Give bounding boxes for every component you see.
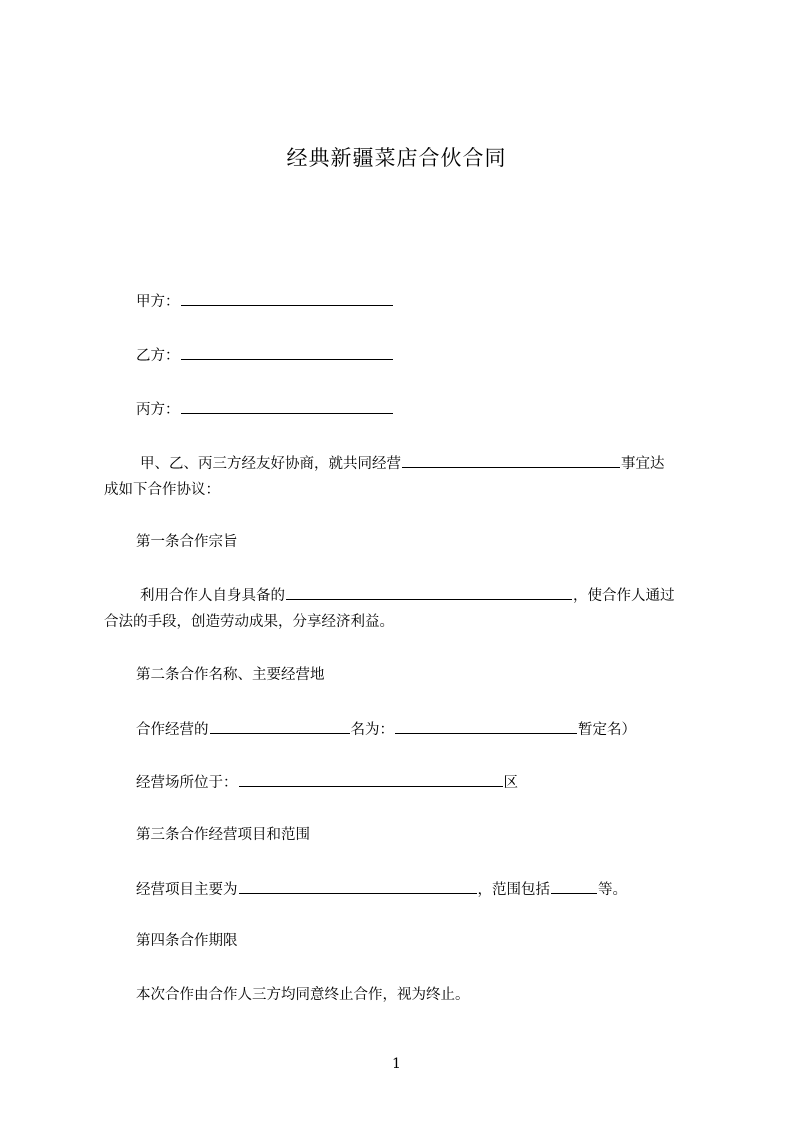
intro-suffix: 事宜达: [621, 456, 665, 472]
article3-blank-1: [239, 879, 477, 894]
article1-line-1: [104, 585, 740, 606]
page-number: 1: [392, 1056, 401, 1072]
article3-prefix: 经营项目主要为: [136, 882, 238, 898]
article2-name-blank-2: [395, 719, 577, 734]
party-a-line: [104, 291, 736, 312]
article2-location-suffix: 区: [503, 775, 518, 791]
article3-blank-2: [551, 879, 597, 894]
article1-blank: [286, 585, 572, 600]
intro-prefix: 甲、乙、丙三方经友好协商，就共同经营: [140, 456, 401, 472]
party-a-blank: [181, 291, 393, 306]
article2-name-prefix: 合作经营的: [136, 722, 209, 738]
party-a-label: 甲方：: [136, 294, 180, 310]
party-c-label: 丙方：: [136, 402, 180, 418]
article1-heading: 第一条合作宗旨: [136, 534, 238, 550]
article3-heading: 第三条合作经营项目和范围: [136, 827, 310, 843]
party-b-blank: [181, 345, 393, 360]
party-b-line: [104, 345, 736, 366]
article2-name-blank-1: [210, 719, 350, 734]
intro-blank: [402, 453, 620, 468]
party-b-label: 乙方：: [136, 348, 180, 364]
article2-name-line: [104, 719, 736, 740]
article3-line: [104, 879, 736, 900]
party-c-line: [104, 399, 736, 420]
article1-line-2: 合法的手段，创造劳动成果，分享经济利益。: [104, 614, 394, 630]
document-title: 经典新疆菜店合伙合同: [286, 146, 507, 170]
article2-location-line: [104, 772, 736, 793]
article4-text: 本次合作由合作人三方均同意终止合作，视为终止。: [136, 987, 470, 1003]
article3-suffix: 等。: [598, 882, 627, 898]
article3-middle: ，范围包括: [477, 882, 550, 898]
article4-heading: 第四条合作期限: [136, 933, 238, 949]
intro-line-1: [104, 453, 740, 474]
article2-name-middle: 名为：: [350, 722, 394, 738]
article1-suffix: ，使合作人通过: [573, 588, 675, 604]
intro-line-2: 成如下合作协议：: [104, 482, 220, 498]
article1-prefix: 利用合作人自身具备的: [140, 588, 285, 604]
article2-name-suffix: 暂定名）: [578, 722, 636, 738]
article2-location-prefix: 经营场所位于：: [136, 775, 238, 791]
party-c-blank: [181, 399, 393, 414]
article2-location-blank: [239, 772, 503, 787]
article2-heading: 第二条合作名称、主要经营地: [136, 667, 325, 683]
